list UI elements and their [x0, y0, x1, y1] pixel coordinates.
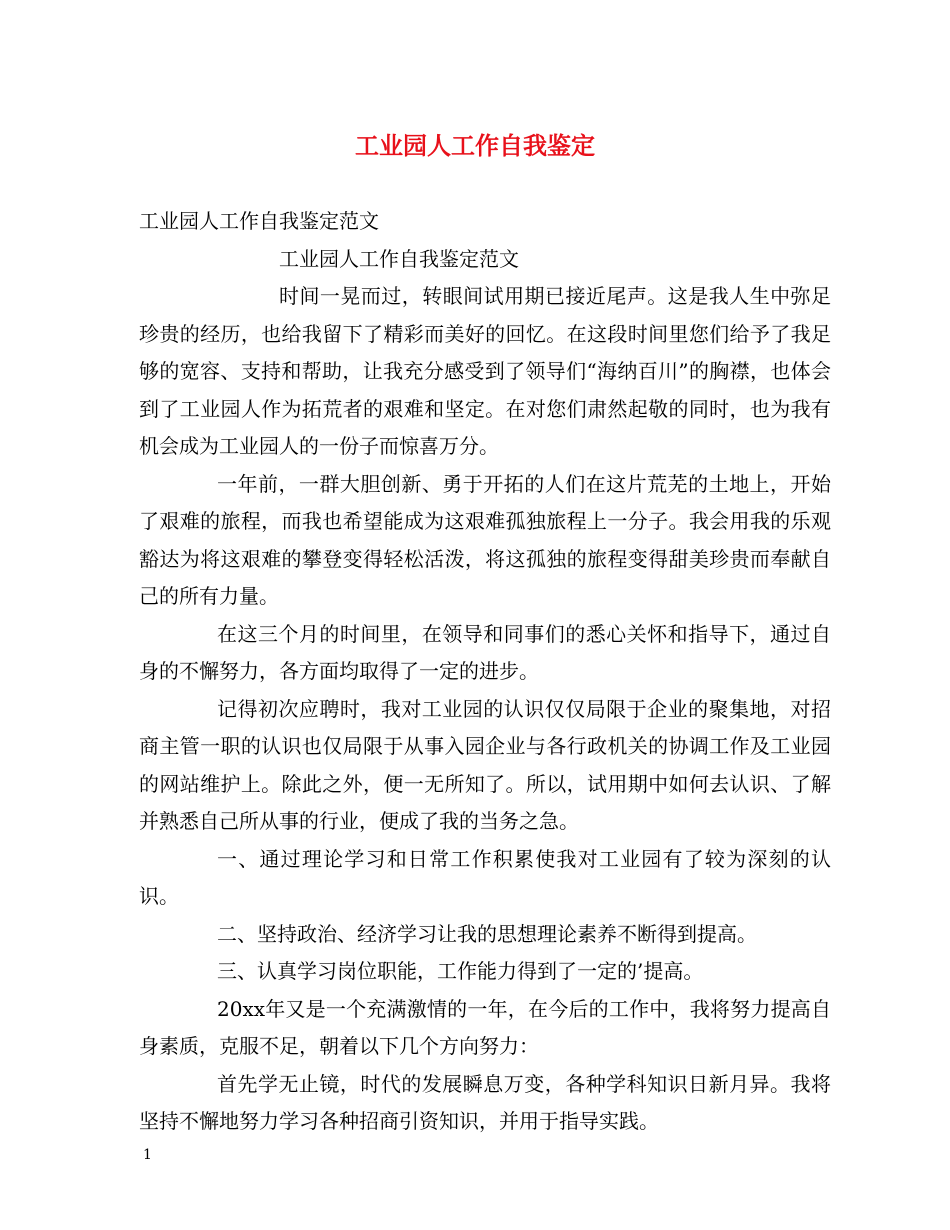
document-body [139, 203, 831, 1141]
paragraph: 三、认真学习岗位职能，工作能力得到了一定的’提高。 [217, 959, 704, 983]
document-title: 工业园人工作自我鉴定 [355, 131, 595, 160]
document-subtitle: 工业园人工作自我鉴定范文 [139, 209, 379, 233]
paragraph: 时间一晃而过，转眼间试用期已接近尾声。这是我人生中弥足珍贵的经历，也给我留下了精彩而美好的回忆。在这段时间里您们给予了我足够的宽容、支持和帮助，让我充分感受到了领导们“海纳百川”的胸襟，也体会到了工业园人作为拓荒者的艰难和坚定。在对您们肃然起敬的同时，也为我有机会成为工业园人的一份子而惊喜万分。 [139, 284, 831, 458]
paragraph: 在这三个月的时间里，在领导和同事们的悉心关怀和指导下，通过自身的不懈努力，各方面均取得了一定的进步。 [139, 621, 831, 683]
paragraph: 二、坚持政治、经济学习让我的思想理论素养不断得到提高。 [217, 921, 757, 946]
page-number: 1 [143, 1147, 152, 1163]
paragraph: 一年前，一群大胆创新、勇于开拓的人们在这片荒芜的土地上，开始了艰难的旅程，而我也希望能成为这艰难孤独旅程上一分子。我会用我的乐观豁达为将这艰难的攀登变得轻松活泼，将这孤独的旅程变得甜美珍贵而奉献自己的所有力量。 [139, 471, 831, 608]
paragraph: 一、通过理论学习和日常工作积累使我对工业园有了较为深刻的认识。 [139, 846, 831, 908]
paragraph: 20xx年又是一个充满激情的一年，在今后的工作中，我将努力提高自身素质，克服不足，朝着以下几个方向努力： [139, 996, 831, 1058]
document-subtitle-indented: 工业园人工作自我鉴定范文 [279, 246, 519, 271]
paragraph: 记得初次应聘时，我对工业园的认识仅仅局限于企业的聚集地，对招商主管一职的认识也仅局限于从事入园企业与各行政机关的协调工作及工业园的网站维护上。除此之外，便一无所知了。所以，试用期中如何去认识、了解并熟悉自己所从事的行业，便成了我的当务之急。 [139, 696, 831, 833]
paragraph: 首先学无止镜，时代的发展瞬息万变，各种学科知识日新月异。我将坚持不懈地努力学习各种招商引资知识，并用于指导实践。 [139, 1071, 831, 1133]
